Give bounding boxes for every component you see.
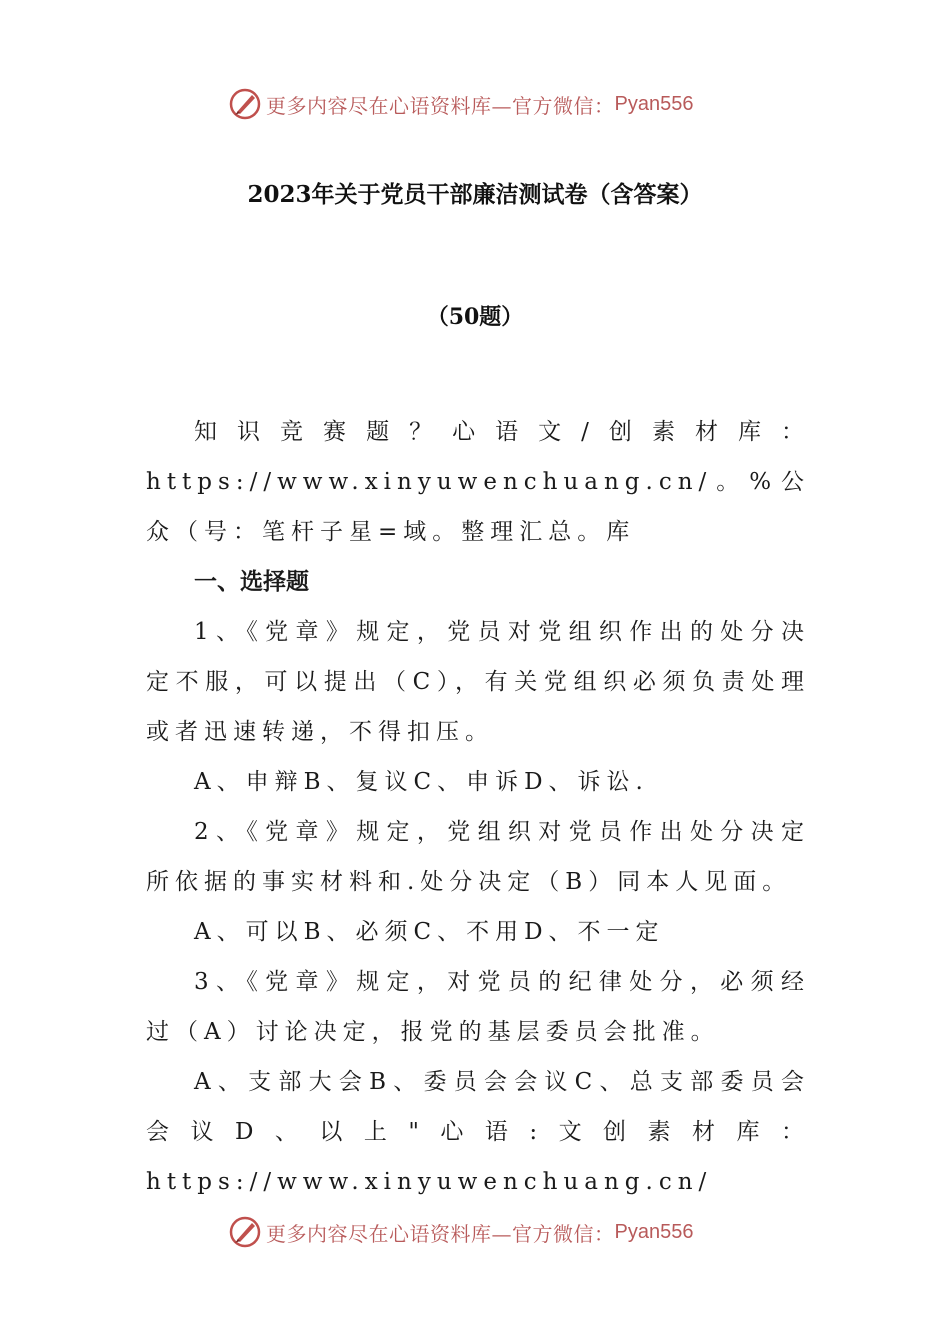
banner-text: 更多内容尽在心语资料库—官方微信： <box>266 93 615 118</box>
section-heading: 一、选择题 <box>194 568 309 595</box>
banner-wechat-id: Pyan556 <box>614 92 694 115</box>
quill-pen-icon <box>228 1215 262 1249</box>
question-3-options: A、支部大会B、委员会会议C、总支部委员会会议D、以上"心语:文创素材库：https://www.xinyuwenchuang.cn/ <box>146 1069 810 1195</box>
question-2: 2、《党章》规定，党组织对党员作出处分决定所依据的事实材料和.处分决定（B）同本人见面。 <box>146 819 810 895</box>
question-3: 3、《党章》规定，对党员的纪律处分，必须经过（A）讨论决定，报党的基层委员会批准。 <box>146 969 810 1045</box>
question-2-options: A、可以B、必须C、不用D、不一定 <box>194 919 665 945</box>
footer-watermark-banner <box>228 1212 693 1252</box>
question-1: 1、《党章》规定，党员对党组织作出的处分决定不服，可以提出（C），有关党组织必须负责处理或者迅速转递，不得扣压。 <box>146 619 810 745</box>
banner-text: 更多内容尽在心语资料库—官方微信： <box>266 1221 615 1246</box>
quill-pen-icon <box>228 87 262 121</box>
document-subtitle: （50题） <box>426 304 524 330</box>
header-watermark-banner <box>228 84 693 124</box>
question-1-options: A、申辩B、复议C、申诉D、诉讼. <box>194 769 649 795</box>
document-body <box>146 407 810 1207</box>
banner-wechat-id: Pyan556 <box>614 1220 694 1243</box>
document-title: 2023年关于党员干部廉洁测试卷（含答案） <box>247 181 703 208</box>
intro-paragraph: 知识竞赛题？心语文/创素材库：https://www.xinyuwenchuang.cn/。%公众（号：笔杆子星=域。整理汇总。库 <box>146 419 810 545</box>
